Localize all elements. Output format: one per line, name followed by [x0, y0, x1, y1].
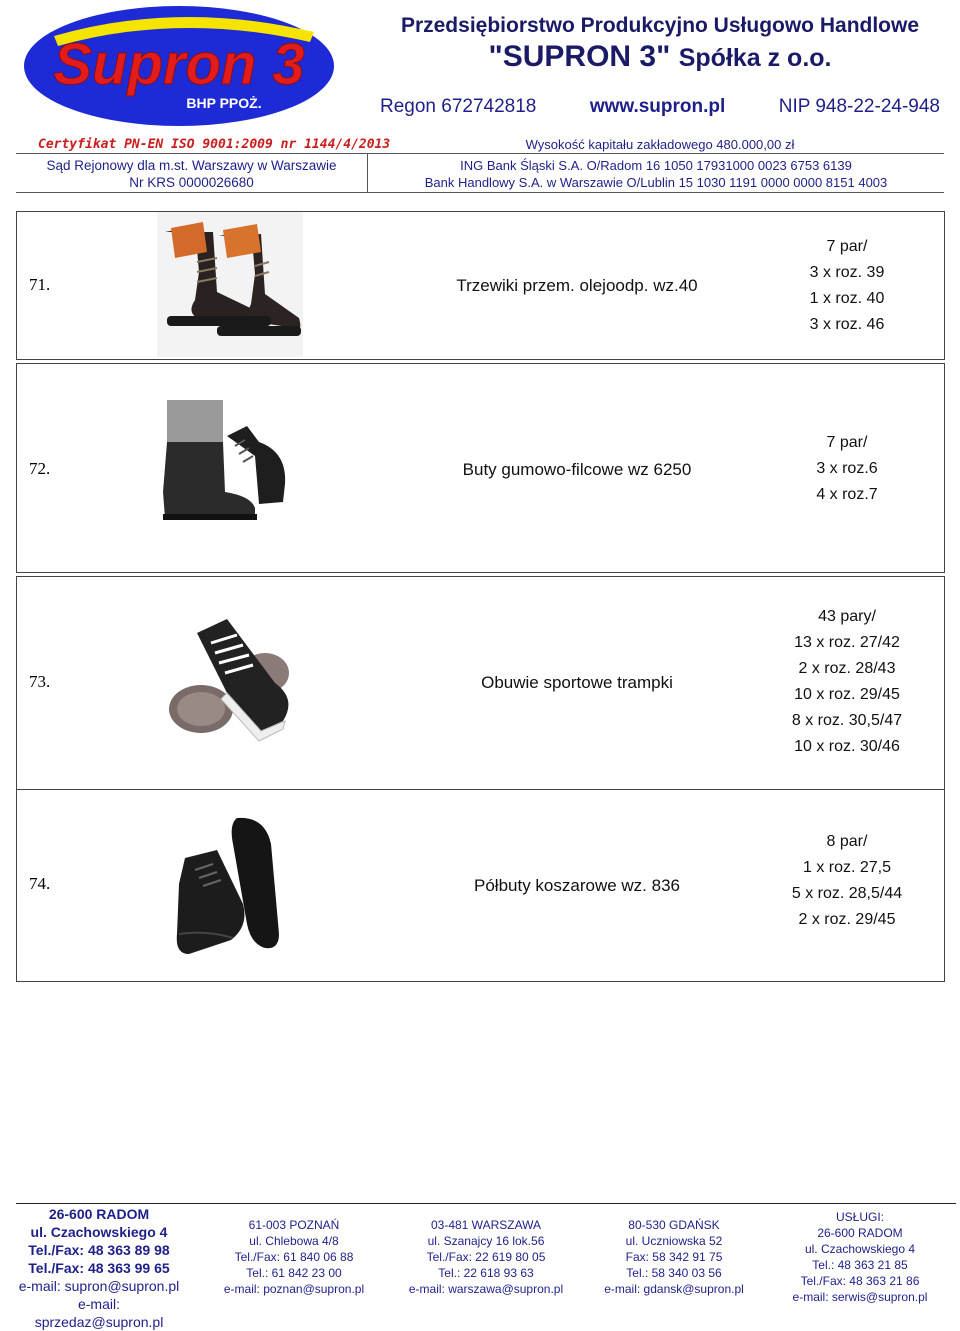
- company-type: Przedsiębiorstwo Produkcyjno Usługowo Handlowe: [400, 14, 920, 37]
- branch-poznan: [206, 1217, 382, 1297]
- qty-size: 1 x roz. 27,5: [802, 859, 892, 876]
- item-number: 73.: [29, 672, 51, 691]
- item-quantity: [757, 234, 937, 338]
- branch-radom: [14, 1205, 184, 1331]
- item-number: 72.: [29, 459, 51, 478]
- branch-line: ul. Czachowskiego 4: [804, 1242, 916, 1256]
- branch-line: 80-530 GDAŃSK: [628, 1218, 720, 1232]
- branch-line: Tel./Fax: 61 840 06 88: [234, 1250, 354, 1264]
- footer-rule: [16, 1203, 956, 1204]
- company-name-suffix: Spółka z o.o.: [678, 44, 832, 72]
- item-number: 71.: [29, 275, 51, 294]
- court-line: Sąd Rejonowy dla m.st. Warszawy w Warszawie: [46, 158, 337, 173]
- email-link[interactable]: e-mail: poznan@supron.pl: [223, 1282, 365, 1296]
- branch-line: USŁUGI:: [835, 1210, 884, 1224]
- branch-line: Tel.: 61 842 23 00: [246, 1266, 342, 1280]
- work-boots-icon: [157, 212, 303, 362]
- table-row: [16, 363, 945, 573]
- qty-total: 43 pary/: [818, 608, 876, 625]
- qty-size: 3 x roz. 39: [809, 264, 885, 281]
- regon: Regon 672742818: [380, 96, 537, 117]
- qty-size: 3 x roz. 46: [809, 316, 885, 333]
- item-quantity: [757, 829, 937, 933]
- company-ids: [380, 96, 940, 118]
- item-description: Półbuty koszarowe wz. 836: [474, 876, 680, 895]
- share-capital: Wysokość kapitału zakładowego 480.000,00 zł: [525, 137, 795, 152]
- qty-size: 3 x roz.6: [816, 460, 878, 477]
- item-number: 74.: [29, 874, 51, 893]
- email-link[interactable]: e-mail: gdansk@supron.pl: [604, 1282, 744, 1296]
- sneakers-icon: [157, 613, 307, 754]
- iso-certificate: Certyfikat PN-EN ISO 9001:2009 nr 1144/4/2013: [38, 137, 391, 152]
- company-name: [380, 40, 940, 75]
- qty-size: 8 x roz. 30,5/47: [791, 712, 903, 729]
- table-row: [16, 576, 945, 790]
- branch-line: Tel./Fax: 48 363 21 86: [800, 1274, 920, 1288]
- krs-line: Nr KRS 0000026680: [129, 175, 254, 190]
- branch-gdansk: [586, 1217, 762, 1297]
- branch-line: Tel./Fax: 22 619 80 05: [426, 1250, 546, 1264]
- company-logo: [14, 2, 344, 132]
- item-quantity: [757, 604, 937, 760]
- email-link[interactable]: e-mail: serwis@supron.pl: [792, 1290, 928, 1304]
- qty-size: 10 x roz. 29/45: [794, 686, 900, 703]
- branch-line: ul. Chlebowa 4/8: [249, 1234, 339, 1248]
- qty-size: 13 x roz. 27/42: [794, 634, 900, 651]
- branch-warszawa: [398, 1217, 574, 1297]
- court-info: [16, 157, 367, 191]
- logo-wordmark: Supron 3: [53, 32, 305, 97]
- nip: NIP 948-22-24-948: [778, 96, 940, 117]
- barracks-shoes-icon: [167, 814, 287, 965]
- qty-total: 7 par/: [826, 238, 868, 255]
- item-quantity: [757, 430, 937, 508]
- qty-total: 7 par/: [826, 434, 868, 451]
- table-row: [16, 211, 945, 360]
- branch-line: 26-600 RADOM: [48, 1206, 150, 1222]
- rubber-felt-boots-icon: [155, 396, 295, 531]
- branch-line: ul. Czachowskiego 4: [30, 1224, 168, 1240]
- footer-branches: [0, 1203, 960, 1330]
- branch-line: Tel./Fax: 48 363 89 98: [28, 1242, 170, 1258]
- logo-subtitle: BHP PPOŻ.: [186, 95, 262, 111]
- branch-line: Tel.: 22 618 93 63: [438, 1266, 534, 1280]
- branch-line: Tel.: 58 340 03 56: [626, 1266, 722, 1280]
- branch-uslugi: [772, 1209, 948, 1305]
- company-name-block: [380, 14, 940, 75]
- bank-line-handlowy: Bank Handlowy S.A. w Warszawie O/Lublin 15 1030 1191 0000 0000 8151 4003: [424, 175, 888, 190]
- qty-size: 10 x roz. 30/46: [794, 738, 900, 755]
- item-description: Buty gumowo-filcowe wz 6250: [462, 460, 692, 479]
- branch-line: 03-481 WARSZAWA: [430, 1218, 542, 1232]
- qty-size: 2 x roz. 29/45: [798, 911, 896, 928]
- branch-line: Fax: 58 342 91 75: [625, 1250, 723, 1264]
- company-name-main: "SUPRON 3": [488, 40, 671, 73]
- branch-line: ul. Uczniowska 52: [625, 1234, 723, 1248]
- branch-line: 61-003 POZNAŃ: [248, 1218, 340, 1232]
- bank-info: [368, 157, 944, 191]
- branch-line: Tel./Fax: 48 363 99 65: [28, 1260, 170, 1276]
- item-description: Trzewiki przem. olejoodp. wz.40: [456, 276, 698, 295]
- qty-size: 5 x roz. 28,5/44: [791, 885, 903, 902]
- branch-line: 26-600 RADOM: [817, 1226, 903, 1240]
- email-link[interactable]: e-mail: supron@supron.pl: [18, 1278, 180, 1294]
- item-description: Obuwie sportowe trampki: [481, 673, 673, 692]
- branch-line: Tel.: 48 363 21 85: [812, 1258, 908, 1272]
- bank-line-ing: ING Bank Śląski S.A. O/Radom 16 1050 17931000 0023 6753 6139: [460, 158, 852, 173]
- table-row: [16, 789, 945, 982]
- registration-bar: [16, 153, 944, 193]
- website-link[interactable]: www.supron.pl: [589, 96, 726, 117]
- qty-size: 1 x roz. 40: [809, 290, 885, 307]
- qty-size: 2 x roz. 28/43: [798, 660, 896, 677]
- branch-line: ul. Szanajcy 16 lok.56: [427, 1234, 545, 1248]
- qty-total: 8 par/: [826, 833, 868, 850]
- qty-size: 4 x roz.7: [816, 486, 878, 503]
- email-link[interactable]: e-mail: warszawa@supron.pl: [408, 1282, 564, 1296]
- email-link[interactable]: e-mail: sprzedaz@supron.pl: [34, 1296, 164, 1330]
